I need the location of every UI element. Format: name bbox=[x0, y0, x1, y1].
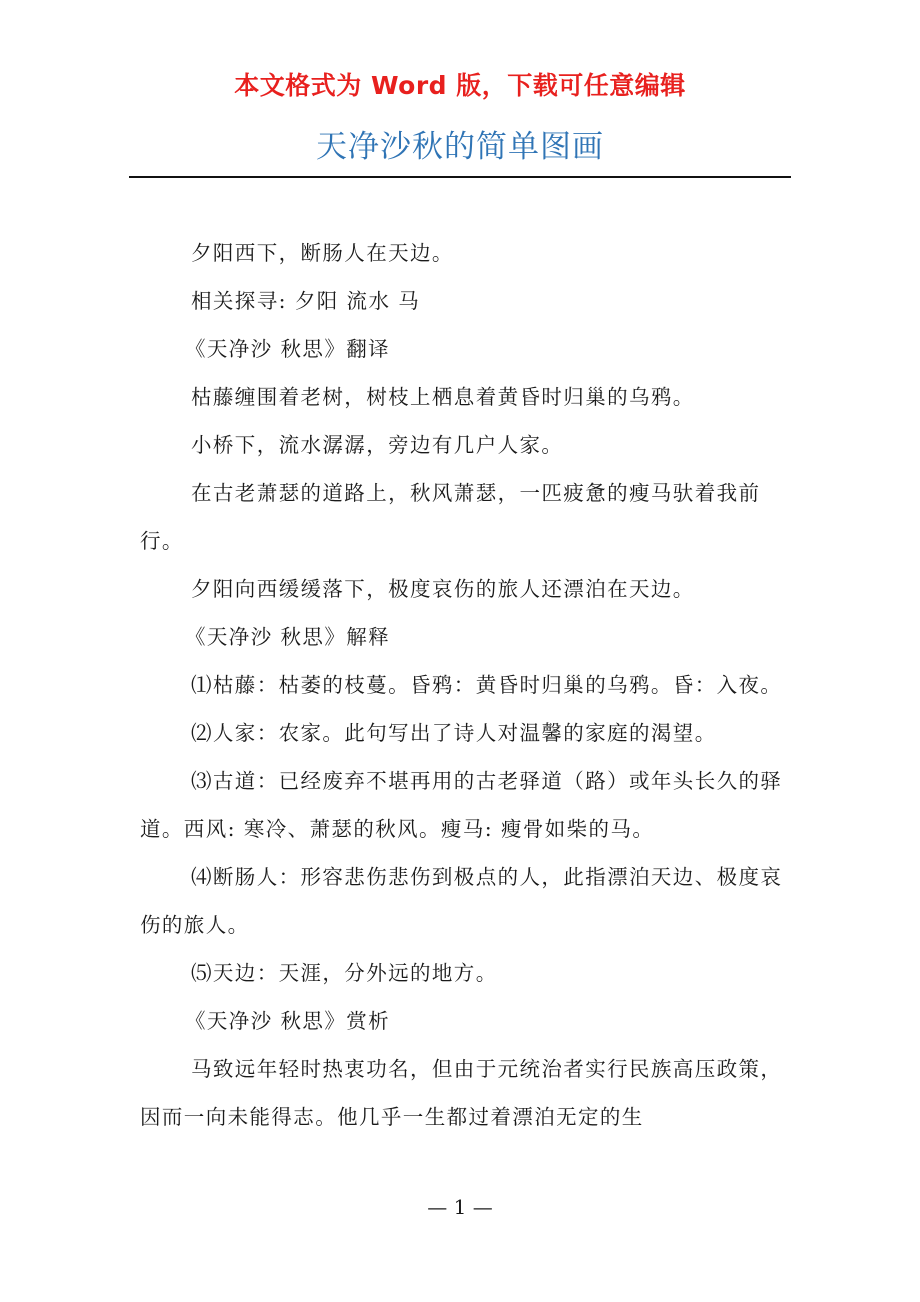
section-heading: 《天净沙 秋思》赏析 bbox=[185, 1009, 391, 1033]
paragraph: 马致远年轻时热衷功名，但由于元统治者实行民族高压政策，因而一向未能得志。他几乎一生都过着漂泊无定的生 bbox=[140, 1057, 783, 1129]
paragraph: ⑷断肠人：形容悲伤悲伤到极点的人，此指漂泊天边、极度哀伤的旅人。 bbox=[140, 865, 783, 937]
paragraph: 相关探寻: 夕阳 流水 马 bbox=[191, 289, 421, 313]
paragraph: 夕阳西下，断肠人在天边。 bbox=[191, 241, 454, 265]
paragraph: 夕阳向西缓缓落下，极度哀伤的旅人还漂泊在天边。 bbox=[191, 577, 695, 601]
paragraph: ⑶古道：已经废弃不堪再用的古老驿道（路）或年头长久的驿道。西风: 寒冷、萧瑟的秋风。瘦马: 瘦骨如柴的马。 bbox=[140, 769, 783, 841]
section-heading: 《天净沙 秋思》解释 bbox=[185, 625, 391, 649]
format-notice: 本文格式为 Word 版，下载可任意编辑 bbox=[234, 71, 686, 100]
page-number: — 1 — bbox=[427, 1195, 493, 1219]
paragraph: ⑵人家：农家。此句写出了诗人对温馨的家庭的渴望。 bbox=[191, 721, 717, 745]
title-divider bbox=[129, 176, 791, 178]
document-title: 天净沙秋的简单图画 bbox=[316, 129, 604, 165]
paragraph: 小桥下，流水潺潺，旁边有几户人家。 bbox=[191, 433, 564, 457]
document-body bbox=[140, 229, 800, 1141]
section-heading: 《天净沙 秋思》翻译 bbox=[185, 337, 391, 361]
paragraph: 在古老萧瑟的道路上，秋风萧瑟，一匹疲惫的瘦马驮着我前行。 bbox=[140, 481, 761, 553]
paragraph: 枯藤缠围着老树，树枝上栖息着黄昏时归巢的乌鸦。 bbox=[191, 385, 695, 409]
paragraph: ⑴枯藤：枯萎的枝蔓。昏鸦：黄昏时归巢的乌鸦。昏：入夜。 bbox=[191, 673, 783, 697]
paragraph: ⑸天边：天涯，分外远的地方。 bbox=[191, 961, 498, 985]
